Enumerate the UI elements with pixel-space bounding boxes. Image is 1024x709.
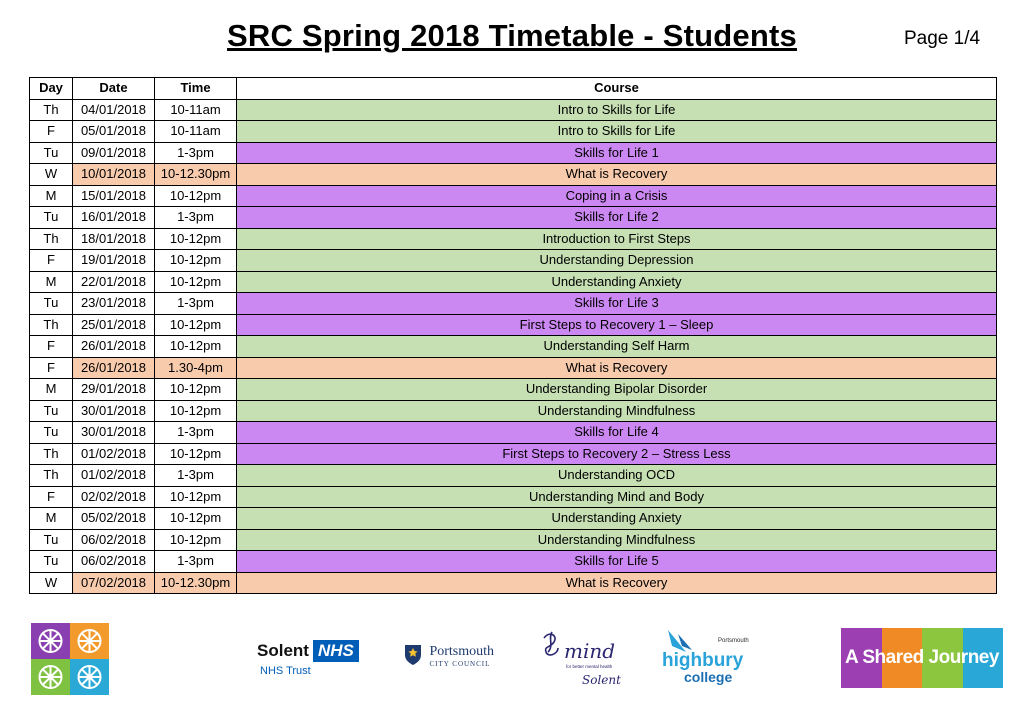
cell-date: 01/02/2018 [73,443,155,465]
table-row [30,185,997,207]
shared-journey-logo [841,628,1003,688]
cell-date: 05/01/2018 [73,121,155,143]
table-row [30,465,997,487]
mind-region: Solent [582,673,621,687]
mind-name: mind [564,639,616,663]
cell-day: M [30,185,73,207]
cell-date: 30/01/2018 [73,422,155,444]
cell-time: 10-12pm [155,486,237,508]
cell-time: 10-12pm [155,443,237,465]
table-row [30,336,997,358]
table-row [30,250,997,272]
cell-time: 1-3pm [155,422,237,444]
portsmouth-line1: Portsmouth [429,644,495,659]
cell-day: Th [30,228,73,250]
cell-course: What is Recovery [237,164,997,186]
cell-course: Intro to Skills for Life [237,99,997,121]
cell-day: Tu [30,422,73,444]
header-date: Date [73,78,155,100]
cell-date: 07/02/2018 [73,572,155,594]
cell-date: 18/01/2018 [73,228,155,250]
cell-date: 29/01/2018 [73,379,155,401]
table-row [30,164,997,186]
cell-date: 26/01/2018 [73,336,155,358]
cell-date: 26/01/2018 [73,357,155,379]
table-row [30,314,997,336]
cell-time: 10-12pm [155,250,237,272]
cell-time: 10-11am [155,99,237,121]
portsmouth-line2: CITY COUNCIL [429,660,491,668]
table-row [30,293,997,315]
cell-day: Th [30,99,73,121]
cell-day: W [30,164,73,186]
cell-day: Tu [30,529,73,551]
header-time: Time [155,78,237,100]
cell-date: 25/01/2018 [73,314,155,336]
highbury-top: Portsmouth [718,638,749,644]
cell-date: 01/02/2018 [73,465,155,487]
cell-date: 04/01/2018 [73,99,155,121]
cell-course: First Steps to Recovery 2 – Stress Less [237,443,997,465]
highbury-college-logo [660,628,750,690]
cell-day: Th [30,314,73,336]
table-row [30,486,997,508]
cell-course: Intro to Skills for Life [237,121,997,143]
cell-time: 10-12.30pm [155,572,237,594]
cell-day: Tu [30,293,73,315]
table-row [30,357,997,379]
cell-day: M [30,271,73,293]
cell-course: Understanding Self Harm [237,336,997,358]
table-row [30,572,997,594]
shared-journey-text: A Shared Journey [845,647,999,668]
cell-course: Skills for Life 2 [237,207,997,229]
solent-nhs-logo [257,640,359,677]
cell-day: Tu [30,400,73,422]
table-row [30,508,997,530]
table-row [30,142,997,164]
cell-time: 10-12pm [155,228,237,250]
cell-date: 06/02/2018 [73,551,155,573]
crest-icon [404,644,422,666]
header-course: Course [237,78,997,100]
src-wheels-logo [31,623,109,695]
cell-day: Tu [30,551,73,573]
cell-day: F [30,486,73,508]
table-row [30,422,997,444]
highbury-name: highbury [662,650,744,671]
cell-time: 10-11am [155,121,237,143]
cell-course: Understanding Anxiety [237,508,997,530]
table-row [30,400,997,422]
cell-date: 10/01/2018 [73,164,155,186]
cell-time: 10-12pm [155,314,237,336]
cell-course: Understanding OCD [237,465,997,487]
cell-course: Understanding Anxiety [237,271,997,293]
cell-time: 1.30-4pm [155,357,237,379]
cell-time: 1-3pm [155,293,237,315]
cell-time: 10-12pm [155,508,237,530]
table-row [30,271,997,293]
page-number: Page 1/4 [904,28,981,49]
cell-course: Skills for Life 3 [237,293,997,315]
cell-course: Skills for Life 4 [237,422,997,444]
cell-time: 10-12pm [155,336,237,358]
mind-solent-logo [538,628,628,690]
table-row [30,99,997,121]
table-row [30,121,997,143]
table-row [30,551,997,573]
solent-name: Solent [257,641,309,660]
cell-date: 15/01/2018 [73,185,155,207]
cell-course: Understanding Depression [237,250,997,272]
cell-day: W [30,572,73,594]
cell-course: First Steps to Recovery 1 – Sleep [237,314,997,336]
cell-time: 1-3pm [155,142,237,164]
cell-course: Understanding Mindfulness [237,400,997,422]
cell-time: 1-3pm [155,207,237,229]
cell-date: 09/01/2018 [73,142,155,164]
cell-date: 02/02/2018 [73,486,155,508]
cell-course: Understanding Bipolar Disorder [237,379,997,401]
cell-course: What is Recovery [237,357,997,379]
cell-time: 10-12pm [155,529,237,551]
cell-time: 10-12pm [155,400,237,422]
cell-course: Understanding Mindfulness [237,529,997,551]
solent-trust: NHS Trust [260,665,311,677]
cell-time: 10-12pm [155,185,237,207]
cell-day: Tu [30,207,73,229]
mind-tagline: for better mental health [566,664,613,669]
table-row [30,207,997,229]
portsmouth-council-logo [404,644,494,668]
cell-course: Skills for Life 5 [237,551,997,573]
cell-date: 19/01/2018 [73,250,155,272]
logo-bar [0,620,1024,700]
header-day: Day [30,78,73,100]
cell-time: 1-3pm [155,551,237,573]
cell-course: Introduction to First Steps [237,228,997,250]
cell-day: Th [30,443,73,465]
cell-date: 06/02/2018 [73,529,155,551]
cell-course: Understanding Mind and Body [237,486,997,508]
timetable [29,77,997,594]
table-row [30,443,997,465]
cell-course: Coping in a Crisis [237,185,997,207]
cell-date: 30/01/2018 [73,400,155,422]
cell-time: 1-3pm [155,465,237,487]
cell-time: 10-12.30pm [155,164,237,186]
cell-day: Tu [30,142,73,164]
cell-date: 16/01/2018 [73,207,155,229]
table-row [30,379,997,401]
cell-day: M [30,379,73,401]
highbury-sub: college [684,669,733,685]
cell-date: 23/01/2018 [73,293,155,315]
cell-day: F [30,357,73,379]
cell-day: F [30,336,73,358]
cell-date: 22/01/2018 [73,271,155,293]
timetable-body [30,99,997,594]
cell-time: 10-12pm [155,271,237,293]
cell-day: F [30,250,73,272]
page-title: SRC Spring 2018 Timetable - Students [227,18,797,53]
cell-course: What is Recovery [237,572,997,594]
header-row [30,78,997,100]
cell-day: M [30,508,73,530]
cell-day: Th [30,465,73,487]
table-row [30,529,997,551]
cell-date: 05/02/2018 [73,508,155,530]
table-row [30,228,997,250]
cell-day: F [30,121,73,143]
cell-course: Skills for Life 1 [237,142,997,164]
nhs-badge: NHS [313,640,359,662]
cell-time: 10-12pm [155,379,237,401]
